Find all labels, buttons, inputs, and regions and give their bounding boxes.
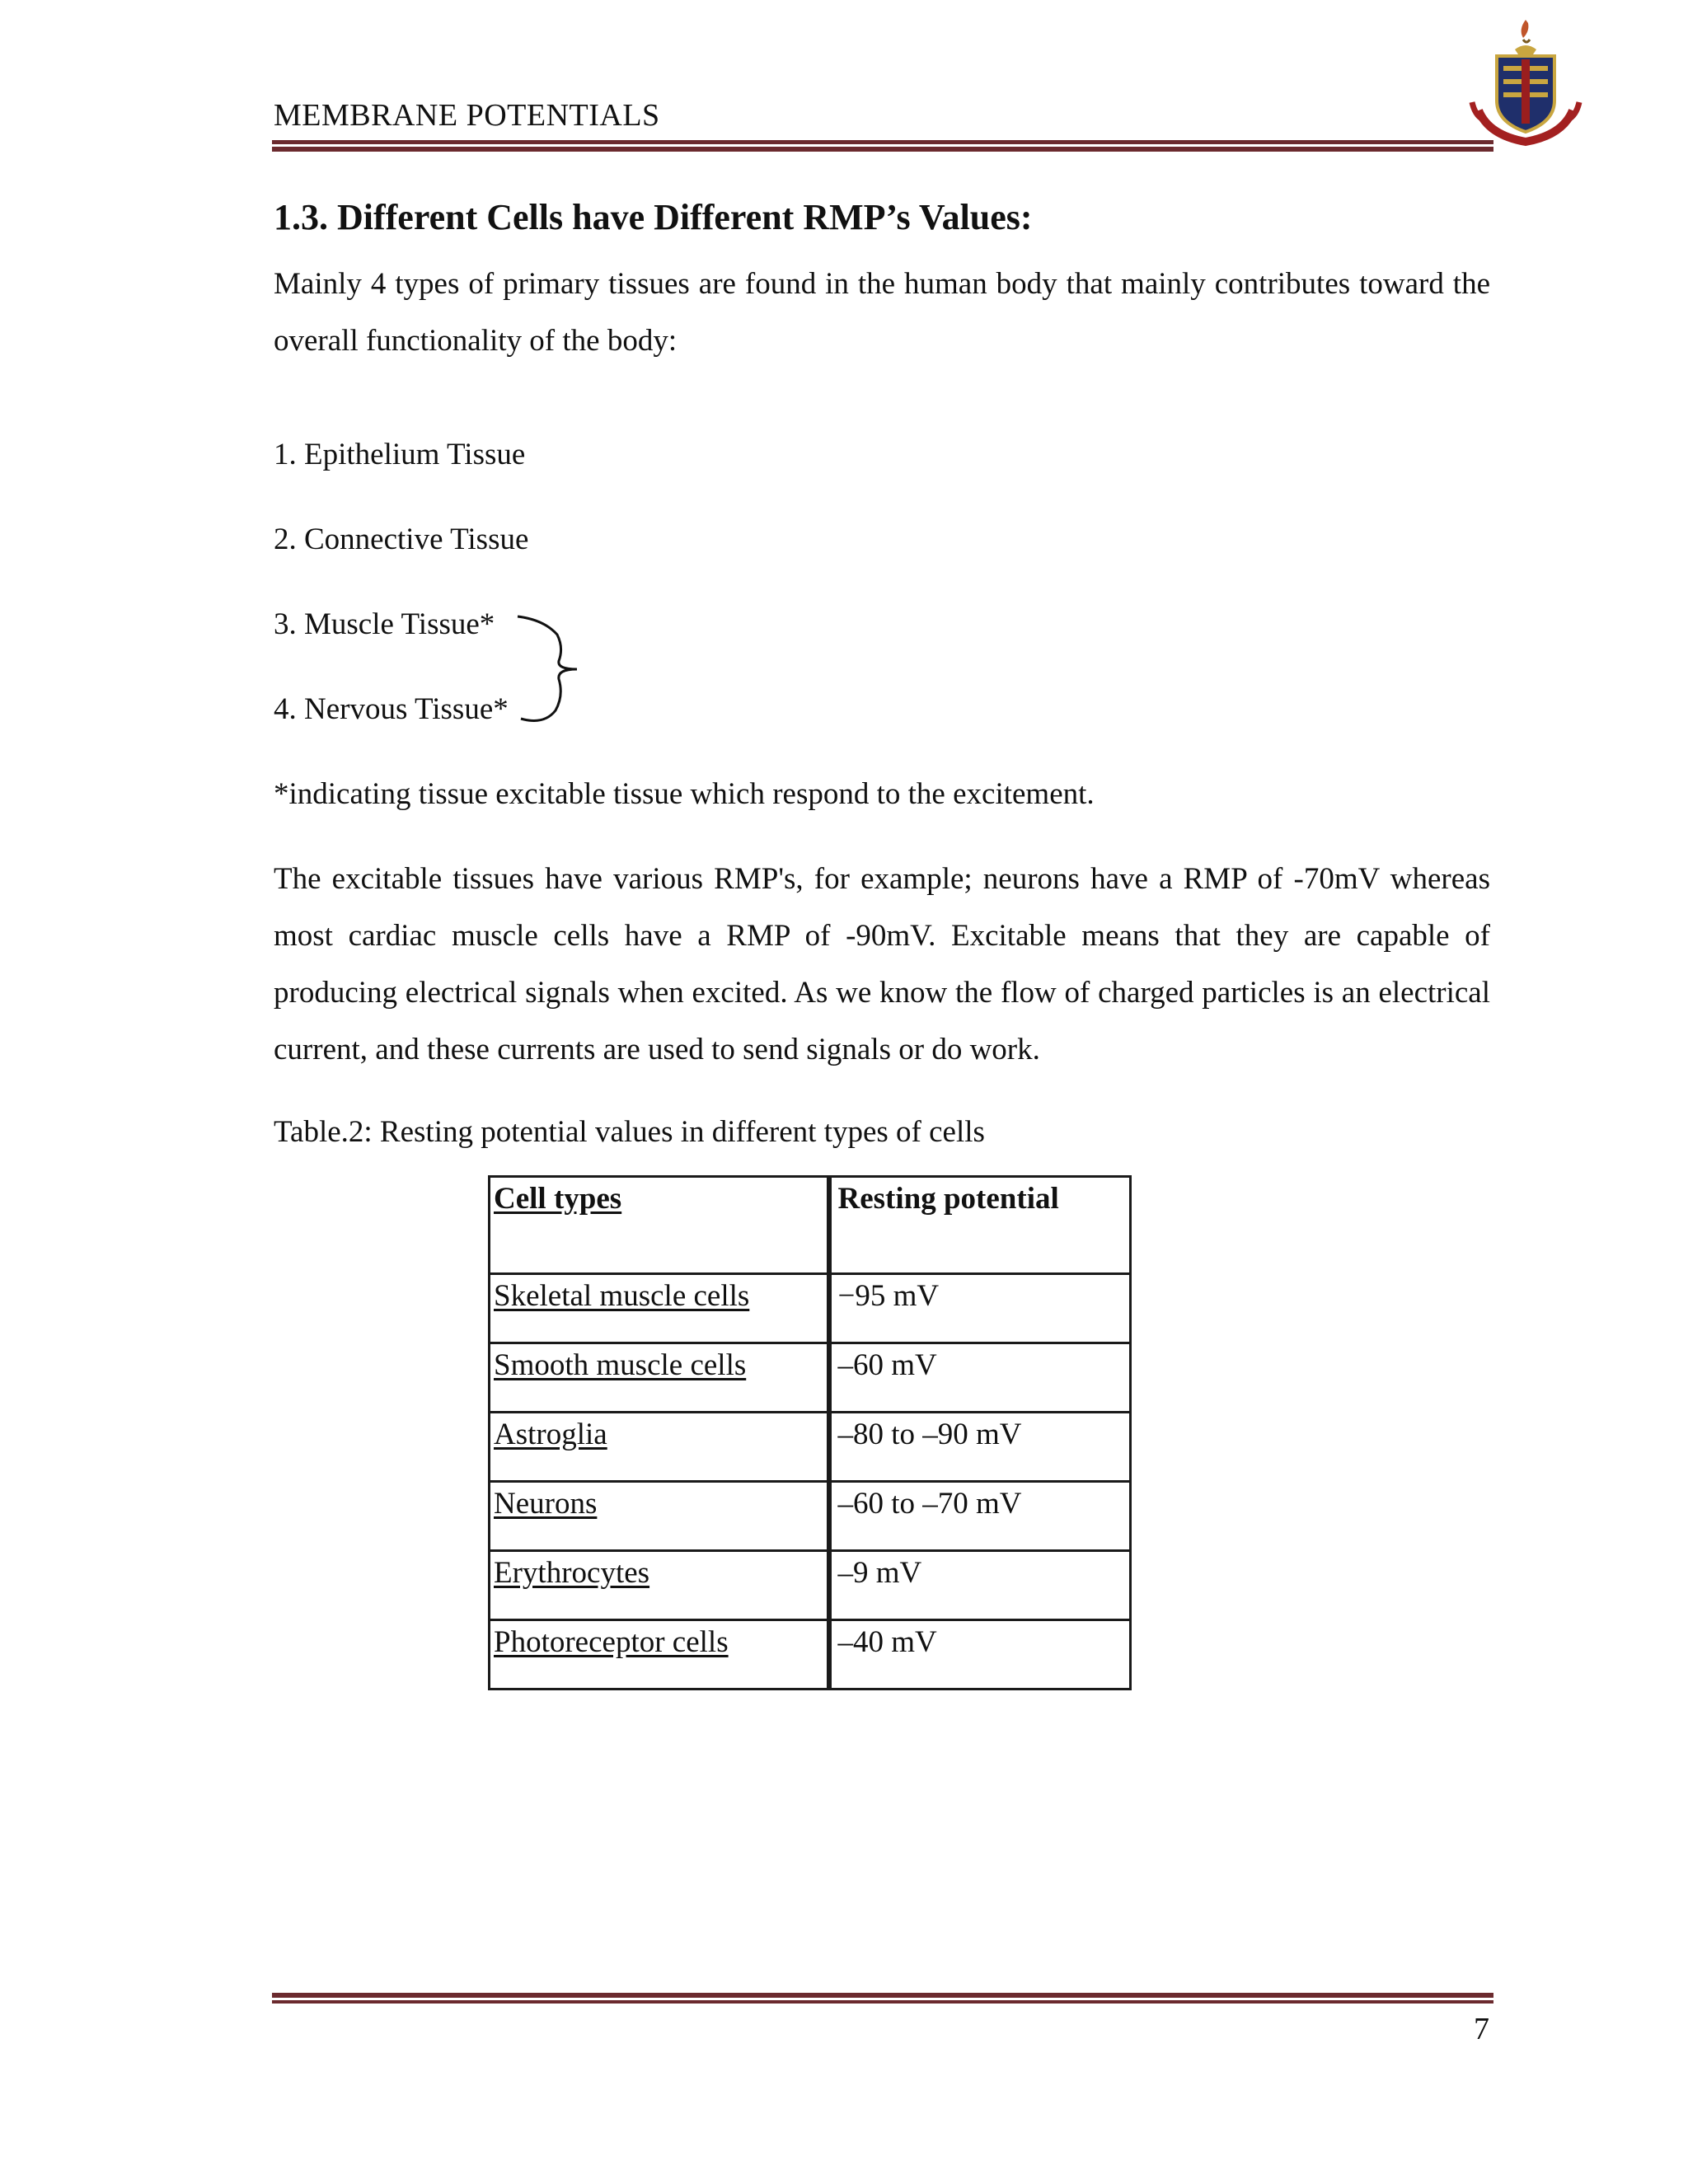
table-row [490, 1274, 1131, 1343]
cell-type: Astroglia [490, 1413, 829, 1482]
body-paragraph: The excitable tissues have various RMP's, for example; neurons have a RMP of -70mV whereas most cardiac muscle cells have a RMP of -90mV. Excitable means that they are capable of producing electrical signals when excited. As we know the flow of charged particles is an electrical current, and these currents are used to send signals or do work. [274, 862, 1490, 1066]
table-caption: Table.2: Resting potential values in different types of cells [274, 1115, 985, 1149]
table-row [490, 1551, 1131, 1620]
column-header: Resting potential [829, 1177, 1131, 1274]
resting-potential-value: –60 mV [829, 1343, 1131, 1413]
tissue-list-item: 2. Connective Tissue [274, 523, 529, 556]
tissue-list-item: 4. Nervous Tissue* [274, 692, 509, 726]
tissue-list-item: 3. Muscle Tissue* [274, 607, 495, 641]
cell-type: Erythrocytes [490, 1551, 829, 1620]
column-header: Cell types [490, 1177, 829, 1274]
table-header-row [490, 1177, 1131, 1274]
excitable-footnote: *indicating tissue excitable tissue which respond to the excitement. [274, 777, 1095, 811]
tissue-list-item: 1. Epithelium Tissue [274, 438, 526, 471]
university-crest-icon [1464, 12, 1587, 152]
section-heading: 1.3. Different Cells have Different RMP’s Values: [274, 197, 1033, 237]
cell-type: Neurons [490, 1482, 829, 1551]
table-row [490, 1482, 1131, 1551]
running-header-title: MEMBRANE POTENTIALS [274, 98, 660, 133]
resting-potential-value: –80 to –90 mV [829, 1413, 1131, 1482]
table-row [490, 1413, 1131, 1482]
table-row [490, 1343, 1131, 1413]
table-row [490, 1620, 1131, 1690]
curly-brace-icon [511, 610, 593, 733]
resting-potential-value: –9 mV [829, 1551, 1131, 1620]
resting-potential-value: –40 mV [829, 1620, 1131, 1690]
intro-paragraph: Mainly 4 types of primary tissues are found in the human body that mainly contributes toward the overall functionality of the body: [274, 267, 1490, 358]
page-number: 7 [1474, 2012, 1489, 2046]
resting-potential-value: –60 to –70 mV [829, 1482, 1131, 1551]
resting-potential-value: −95 mV [829, 1274, 1131, 1343]
header-rule [272, 140, 1493, 152]
resting-potential-table [488, 1175, 1132, 1690]
cell-type: Smooth muscle cells [490, 1343, 829, 1413]
footer-rule [272, 1993, 1493, 2004]
cell-type: Photoreceptor cells [490, 1620, 829, 1690]
cell-type: Skeletal muscle cells [490, 1274, 829, 1343]
